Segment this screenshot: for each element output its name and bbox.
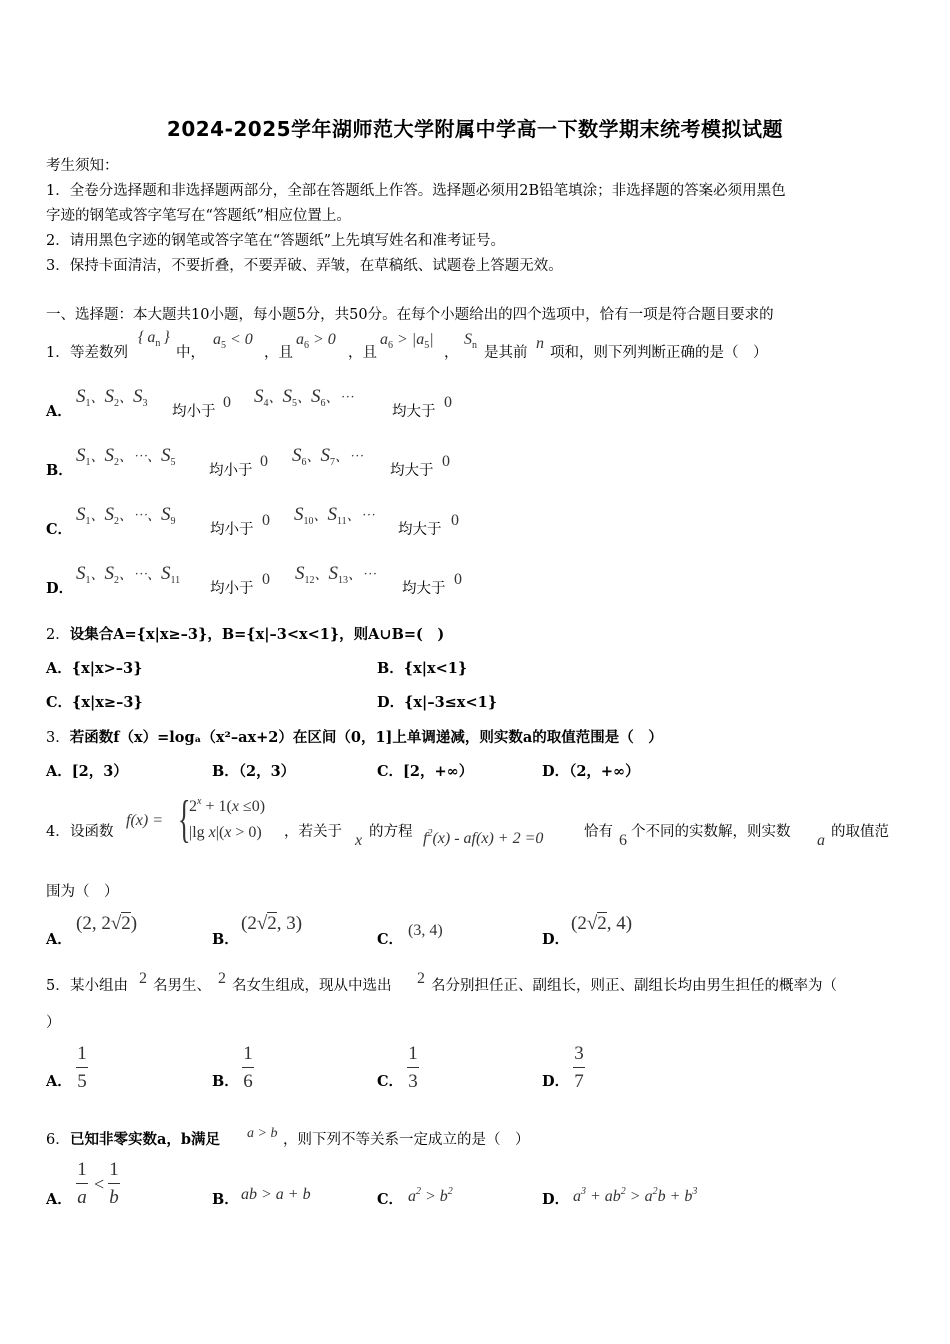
math-six: 6 [619, 832, 627, 849]
q6-text: ，则下列不等关系一定成立的是（ ） [283, 1132, 530, 1148]
q4-text: 恰有 [584, 824, 613, 840]
q4-text: 的取值范 [831, 824, 889, 840]
q2-option-c[interactable]: C．{x|x≥–3} [46, 694, 143, 711]
math-s12-s13: $S_{12}$、$S_{13}$、⋯ [295, 563, 376, 586]
math-fraction: 1 a [77, 1159, 87, 1208]
q3-option-d[interactable]: D．（2，+∞） [542, 763, 640, 780]
option-label: D． [542, 1191, 570, 1208]
option-label: D． [542, 931, 570, 948]
option-text: 均大于 [392, 404, 436, 420]
question-3-stem [46, 726, 663, 747]
notice-item-3: 3．保持卡面清洁，不要折叠，不要弄破、弄皱，在草稿纸、试题卷上答题无效。 [46, 258, 563, 274]
option-text: 均大于 [390, 463, 434, 479]
math-a-gt-b: a > b [247, 1126, 278, 1141]
q3-option-b[interactable]: B．（2，3） [212, 763, 296, 780]
question-number: 5． [46, 978, 70, 994]
math-zero: 0 [442, 453, 450, 470]
q2-option-d[interactable]: D．{x|–3≤x<1} [377, 694, 498, 711]
q4-text: 的方程 [369, 824, 413, 840]
question-number: 6． [46, 1132, 70, 1148]
option-label: A． [46, 1191, 72, 1208]
q6-text: 已知非零实数a，b满足 [70, 1131, 221, 1148]
math-interval: (2√2, 3) [241, 913, 303, 934]
math-x: x [355, 832, 363, 849]
math-interval: (2√2, 4) [571, 913, 633, 934]
question-2-stem [46, 623, 444, 644]
math-two: 2 [139, 970, 147, 987]
q2-option-b[interactable]: B．{x|x<1} [377, 660, 468, 677]
notice-heading: 考生须知： [46, 158, 119, 174]
math-fraction: 1 b [109, 1159, 119, 1208]
option-label: D． [542, 1073, 570, 1090]
option-text: 均小于 [210, 522, 254, 538]
q5-text: 名分别担任正、副组长，则正、副组长均由男生担任的概率为（ [431, 978, 837, 994]
math-interval: (2, 2√2) [76, 913, 138, 934]
q5-text: 名男生、 [153, 978, 211, 994]
question-number: 2． [46, 627, 70, 643]
math-interval: (3, 4) [408, 922, 443, 939]
q5-text-cont: ） [46, 1015, 61, 1031]
q1-text: 是其前 [484, 345, 528, 361]
math-a: a [817, 832, 825, 849]
option-label: D． [46, 580, 74, 597]
q1-text: 中， [176, 345, 205, 361]
math-brace: { [178, 791, 191, 848]
question-number: 1． [46, 345, 70, 361]
option-text: 均大于 [402, 581, 446, 597]
q1-text: ， [444, 345, 459, 361]
math-zero: 0 [260, 453, 268, 470]
option-label: A． [46, 403, 72, 420]
math-a6-gt-0: $a_6 > 0$ [296, 331, 336, 351]
q1-text: ，且 [348, 345, 377, 361]
math-s1-s3: $S_1$、$S_2$、$S_3$ [76, 386, 148, 409]
q3-option-c[interactable]: C．[2，+∞） [377, 763, 474, 780]
option-text: 均小于 [209, 463, 253, 479]
math-s4-s6: $S_4$、$S_5$、$S_6$、⋯ [254, 386, 354, 409]
question-text: 设集合A={x|x≥–3}，B={x|–3<x<1}，则A∪B=( ) [69, 626, 445, 643]
math-lt: < [94, 1174, 105, 1194]
q4-text-cont: 围为（ ） [46, 884, 119, 900]
math-zero: 0 [262, 512, 270, 529]
option-label: C． [46, 521, 73, 538]
q4-text: 设函数 [70, 824, 114, 840]
q1-text: 等差数列 [70, 345, 128, 361]
question-4-stem [46, 790, 906, 856]
math-inequality: ab > a + b [241, 1186, 311, 1203]
math-a5-lt-0: $a_5 < 0$ [213, 331, 253, 351]
math-inequality: $a^2 > b^2$ [408, 1186, 453, 1205]
math-zero: 0 [223, 394, 231, 411]
math-s6-s7: $S_6$、$S_7$、⋯ [292, 445, 363, 468]
page-title: 2024-2025学年湖师范大学附属中学高一下数学期末统考模拟试题 [166, 117, 784, 141]
q4-text: ，若关于 [284, 824, 342, 840]
option-label: A． [46, 1073, 72, 1090]
q3-option-a[interactable]: A．[2，3） [46, 763, 128, 780]
option-label: B． [212, 1191, 239, 1208]
math-piece-2: |lg x|(x > 0) [189, 824, 262, 841]
math-s1-s9: $S_1$、$S_2$、⋯、$S_9$ [76, 504, 176, 527]
math-fraction: 3 7 [574, 1043, 584, 1092]
math-zero: 0 [454, 571, 462, 588]
math-fraction: 1 3 [408, 1043, 418, 1092]
math-an: { $a_n$ } [138, 329, 170, 349]
math-zero: 0 [451, 512, 459, 529]
section-heading: 一、选择题：本大题共10小题，每小题5分，共50分。在每个小题给出的四个选项中，恰有一项是符合题目要求的 [46, 307, 774, 323]
math-two: 2 [218, 970, 226, 987]
notice-item-1: 1．全卷分选择题和非选择题两部分，全部在答题纸上作答。选择题必须用2B铅笔填涂；非选择题的答案必须用黑色 [46, 183, 786, 199]
q2-option-a[interactable]: A．{x|x>–3} [46, 660, 143, 677]
math-inequality: $a^3 + ab^2 > a^2b + b^3$ [573, 1186, 698, 1205]
q1-text: 项和，则下列判断正确的是（ ） [550, 345, 768, 361]
q5-text: 某小组由 [70, 978, 128, 994]
q5-text: 名女生组成，现从中选出 [232, 978, 392, 994]
option-text: 均小于 [172, 404, 216, 420]
option-label: C． [377, 1073, 404, 1090]
option-text: 均小于 [210, 581, 254, 597]
math-two: 2 [417, 970, 425, 987]
math-s10-s11: $S_{10}$、$S_{11}$、⋯ [294, 504, 375, 527]
math-s1-s11: $S_1$、$S_2$、⋯、$S_{11}$ [76, 563, 181, 586]
math-zero: 0 [262, 571, 270, 588]
math-fraction: 1 5 [77, 1043, 87, 1092]
option-label: B． [46, 462, 73, 479]
math-sn: $S_n$ [464, 331, 477, 351]
option-label: C． [377, 1191, 404, 1208]
math-fx: f(x) = [126, 812, 164, 829]
question-5-stem [46, 968, 906, 996]
math-a6-gt-abs-a5: $a_6 > |a_5|$ [380, 331, 434, 351]
q4-text: 个不同的实数解，则实数 [631, 824, 791, 840]
question-number: 3． [46, 730, 70, 746]
math-fraction: 1 6 [243, 1043, 253, 1092]
math-piece-1: $2^x + 1(x \le 0)$ [189, 796, 266, 815]
math-s1-s5: $S_1$、$S_2$、⋯、$S_5$ [76, 445, 176, 468]
option-label: B． [212, 1073, 239, 1090]
math-equation: $f^2(x) - af(x) + 2 =0$ [423, 828, 544, 847]
notice-item-1-cont: 字迹的钢笔或答字笔写在“答题纸”相应位置上。 [46, 208, 351, 224]
option-label: C． [377, 931, 404, 948]
math-zero: 0 [444, 394, 452, 411]
question-number: 4． [46, 824, 70, 840]
q1-text: ，且 [264, 345, 293, 361]
option-text: 均大于 [398, 522, 442, 538]
option-label: A． [46, 931, 72, 948]
math-n: n [536, 335, 544, 352]
option-label: B． [212, 931, 239, 948]
notice-item-2: 2．请用黑色字迹的钢笔或答字笔在“答题纸”上先填写姓名和准考证号。 [46, 233, 506, 249]
question-text: 若函数f（x）=logₐ（x²–ax+2）在区间（0，1]上单调递减，则实数a的取值范围是（ ） [69, 729, 663, 746]
